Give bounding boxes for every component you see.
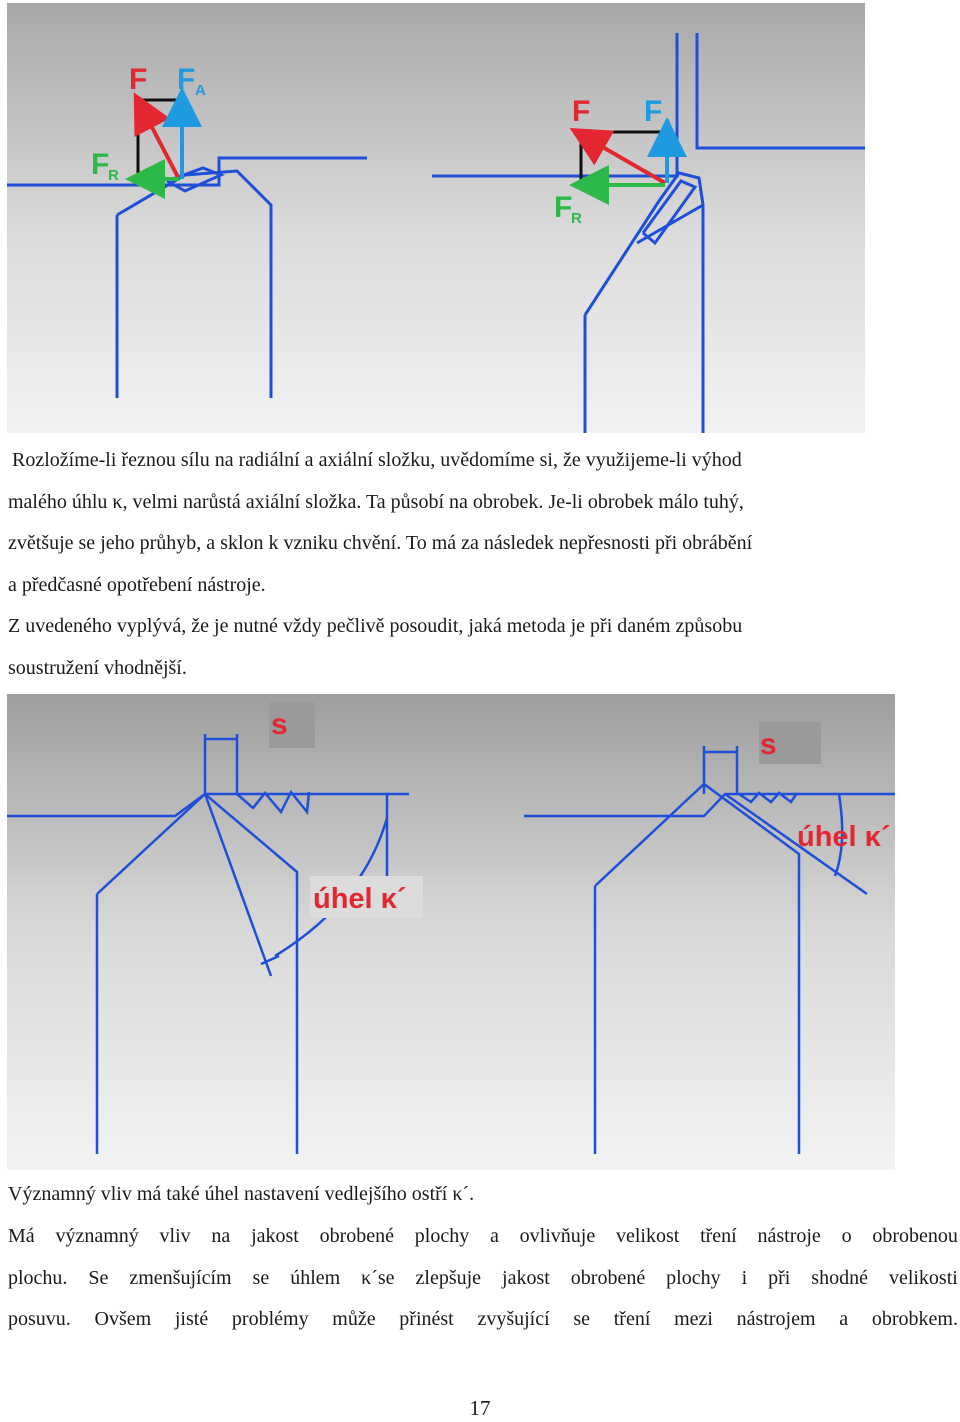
secondary-cutting-edge-angle-figure (7, 694, 895, 1170)
paragraph-line: soustružení vhodnější. (8, 656, 187, 679)
paragraph-line: Z uvedeného vyplývá, že je nutné vždy pečlivě posoudit, jaká metoda je při daném způsobu (8, 615, 743, 637)
paragraph-line: malého úhlu κ, velmi narůstá axiální složka. Ta působí na obrobek. Je-li obrobek málo tuhý, (8, 490, 744, 513)
right-feed-label: s (760, 728, 777, 761)
right-radial-force-subscript: R (571, 210, 582, 227)
right-angle-label: úhel κ´ (797, 821, 891, 853)
left-radial-force-subscript: R (108, 167, 119, 184)
figure-background (7, 694, 895, 1170)
paragraph-secondary-angle-effects (8, 1216, 958, 1341)
paragraph-line: posuvu. Ovšem jisté problémy může přinést zvyšující se tření mezi nástrojem a obrobkem. (8, 1308, 958, 1330)
paragraph-line: Významný vliv má také úhel nastavení vedlejšího ostří κ´. (8, 1183, 475, 1205)
paragraph-line: Rozložíme-li řeznou sílu na radiální a axiální složku, uvědomíme si, že využijeme-li výhod (12, 449, 742, 471)
left-force-label: F (129, 63, 148, 96)
right-force-label: F (572, 95, 591, 128)
paragraph-line: a předčasné opotřebení nástroje. (8, 573, 266, 596)
paragraph-force-components (8, 440, 958, 606)
page-number: 17 (469, 1396, 491, 1420)
left-axial-force-subscript: A (195, 82, 206, 99)
force-decomposition-figure (7, 3, 865, 433)
left-feed-label: s (271, 708, 288, 741)
paragraph-line: Má významný vliv na jakost obrobené plochy a ovlivňuje velikost tření nástroje o obrobenou (8, 1225, 958, 1247)
paragraph-secondary-angle-intro (8, 1174, 958, 1216)
right-axial-force-subscript: A (662, 116, 673, 133)
right-radial-force-label: F (554, 191, 573, 224)
right-axial-force-label: F (644, 95, 663, 128)
paragraph-line: zvětšuje se jeho průhyb, a sklon k vzniku chvění. To má za následek nepřesnosti při obrábění (8, 532, 753, 554)
left-radial-force-label: F (91, 148, 110, 181)
paragraph-line: plochu. Se zmenšujícím se úhlem κ´se zlepšuje jakost obrobené plochy i při shodné velikosti (8, 1266, 958, 1289)
paragraph-method-choice (8, 606, 958, 689)
left-axial-force-label: F (177, 63, 196, 96)
left-angle-label: úhel κ´ (313, 883, 407, 915)
